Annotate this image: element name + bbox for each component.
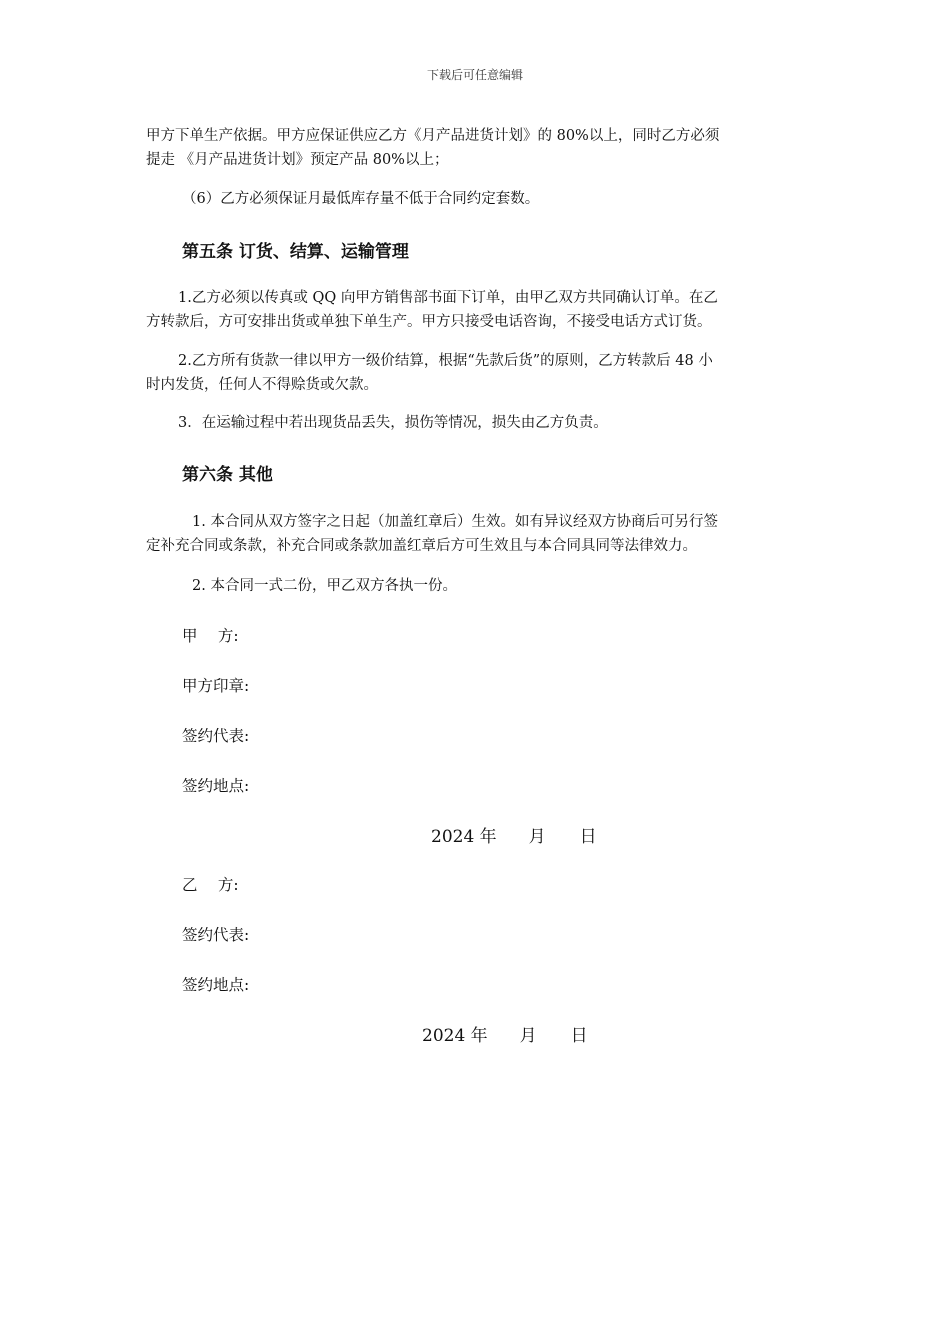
article-5-item-3: 3．在运输过程中若出现货品丢失，损伤等情况，损失由乙方负责。 [178, 415, 608, 431]
party-b-place-label: 签约地点: [182, 976, 250, 994]
paragraph-line: 时内发货，任何人不得赊货或欠款。 [146, 377, 378, 393]
paragraph-line: 2.乙方所有货款一律以甲方一级价结算，根据“先款后货”的原则，乙方转款后 48 小 [178, 353, 713, 369]
date-day: 日 [579, 827, 597, 847]
paragraph-line: 甲方下单生产依据。甲方应保证供应乙方《月产品进货计划》的 80%以上，同时乙方必须 [146, 128, 720, 144]
paragraph-line: 定补充合同或条款，补充合同或条款加盖红章后方可生效且与本合同具同等法律效力。 [146, 538, 697, 554]
paragraph-line: 1. 本合同从双方签字之日起（加盖红章后）生效。如有异议经双方协商后可另行签 [192, 514, 718, 530]
clause-6: （6）乙方必须保证月最低库存量不低于合同约定套数。 [182, 191, 540, 207]
article-5-item-1 [146, 286, 806, 334]
date-month: 月 [528, 827, 546, 847]
paragraph-continuation [146, 124, 806, 172]
party-a-place-label: 签约地点: [182, 777, 250, 795]
article-5-item-2 [146, 349, 806, 397]
party-a-date [431, 822, 597, 847]
date-month: 月 [519, 1026, 537, 1046]
party-b-date [422, 1021, 588, 1046]
date-year: 2024 年 [431, 827, 497, 847]
party-a-seal-label: 甲方印章: [182, 677, 250, 695]
paragraph-line: 提走 《月产品进货计划》预定产品 80%以上； [146, 152, 449, 168]
party-b-representative-label: 签约代表: [182, 926, 250, 944]
date-day: 日 [570, 1026, 588, 1046]
paragraph-line: 方转款后，方可安排出货或单独下单生产。甲方只接受电话咨询，不接受电话方式订货。 [146, 314, 712, 330]
paragraph-line: 1.乙方必须以传真或 QQ 向甲方销售部书面下订单，由甲乙双方共同确认订单。在乙 [178, 290, 718, 306]
page-header: 下载后可任意编辑 [426, 68, 523, 82]
party-b-label: 乙 方: [182, 876, 239, 894]
article-6-item-2: 2. 本合同一式二份，甲乙双方各执一份。 [192, 578, 457, 594]
party-a-label: 甲 方: [182, 627, 239, 645]
article-6-item-1 [146, 510, 806, 558]
party-a-representative-label: 签约代表: [182, 727, 250, 745]
date-year: 2024 年 [422, 1026, 488, 1046]
article-5-title: 第五条 订货、结算、运输管理 [182, 242, 409, 262]
article-6-title: 第六条 其他 [182, 465, 273, 485]
